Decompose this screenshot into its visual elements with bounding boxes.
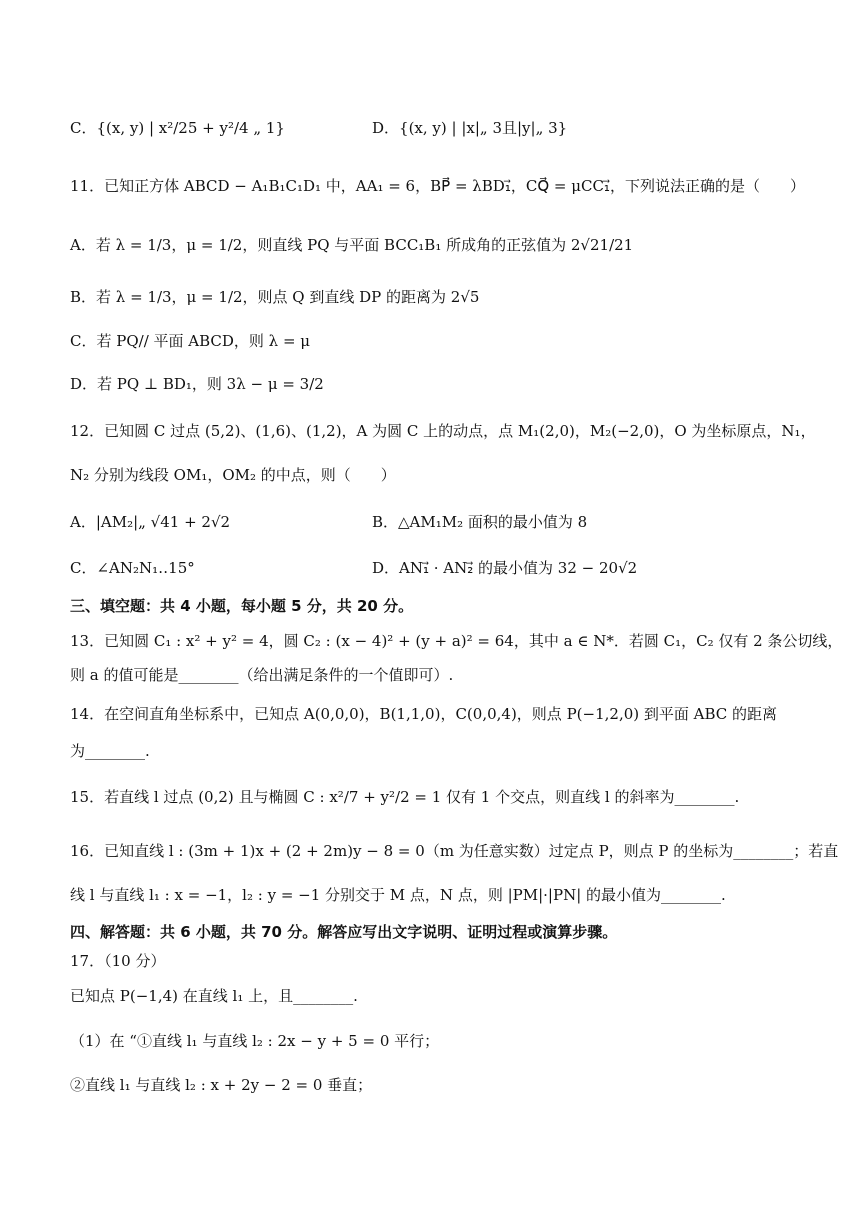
q11-option-b: B．若 λ = 1/3，μ = 1/2，则点 Q 到直线 DP 的距离为 2√5 — [70, 288, 480, 306]
q14-line2: 为________. — [70, 742, 150, 760]
q13-line2: 则 a 的值可能是________（给出满足条件的一个值即可）. — [70, 666, 454, 684]
q17-line1: 已知点 P(−1,4) 在直线 l₁ 上，且________. — [70, 987, 358, 1005]
q16-line2: 线 l 与直线 l₁ : x = −1，l₂ : y = −1 分别交于 M 点，N 点，则 |PM|·|PN| 的最小值为________. — [70, 886, 726, 904]
q15: 15．若直线 l 过点 (0,2) 且与椭圆 C : x²/7 + y²/2 = 1 仅有 1 个交点，则直线 l 的斜率为________. — [70, 788, 740, 806]
q11-option-c: C．若 PQ// 平面 ABCD，则 λ = μ — [70, 332, 311, 350]
q10-option-d: D．{(x, y) | |x|„ 3且|y|„ 3} — [372, 119, 568, 137]
q13-line1: 13．已知圆 C₁ : x² + y² = 4，圆 C₂ : (x − 4)² + (y + a)² = 64，其中 a ∈ N*．若圆 C₁，C₂ 仅有 2 条公切线， — [70, 632, 843, 650]
q12-stem-line2: N₂ 分别为线段 OM₁，OM₂ 的中点，则（ ） — [70, 466, 396, 484]
q12-option-a: A．|AM₂|„ √41 + 2√2 — [70, 513, 231, 531]
q12-option-b: B．△AM₁M₂ 面积的最小值为 8 — [372, 513, 588, 531]
q14-line1: 14．在空间直角坐标系中，已知点 A(0,0,0)，B(1,1,0)，C(0,0,4)，则点 P(−1,2,0) 到平面 ABC 的距离 — [70, 705, 778, 723]
q17-line3: ②直线 l₁ 与直线 l₂ : x + 2y − 2 = 0 垂直； — [70, 1076, 373, 1094]
q11-option-a: A．若 λ = 1/3，μ = 1/2，则直线 PQ 与平面 BCC₁B₁ 所成角的正弦值为 2√21/21 — [70, 236, 634, 254]
q12-stem-line1: 12．已知圆 C 过点 (5,2)、(1,6)、(1,2)，A 为圆 C 上的动点，点 M₁(2,0)，M₂(−2,0)，O 为坐标原点，N₁， — [70, 422, 816, 440]
q10-option-c: C．{(x, y) | x²/25 + y²/4 „ 1} — [70, 119, 285, 137]
section-heading-fill-in: 三、填空题：共 4 小题，每小题 5 分，共 20 分。 — [70, 597, 414, 615]
q17-number: 17．（10 分） — [70, 952, 166, 970]
q12-option-c: C．∠AN₂N₁‥15° — [70, 559, 195, 577]
q11-stem: 11．已知正方体 ABCD − A₁B₁C₁D₁ 中，AA₁ = 6，BP⃗ = λBD₁⃗，CQ⃗ = μCC₁⃗，下列说法正确的是（ ） — [70, 177, 805, 195]
section-heading-solutions: 四、解答题：共 6 小题，共 70 分。解答应写出文字说明、证明过程或演算步骤。 — [70, 923, 618, 941]
q12-option-d: D．AN₁⃗ · AN₂⃗ 的最小值为 32 − 20√2 — [372, 559, 638, 577]
q16-line1: 16．已知直线 l : (3m + 1)x + (2 + 2m)y − 8 = 0（m 为任意实数）过定点 P，则点 P 的坐标为________；若直 — [70, 842, 839, 860]
q17-line2: （1）在 “①直线 l₁ 与直线 l₂ : 2x − y + 5 = 0 平行； — [70, 1032, 440, 1050]
q11-option-d: D．若 PQ ⊥ BD₁，则 3λ − μ = 3/2 — [70, 375, 324, 393]
